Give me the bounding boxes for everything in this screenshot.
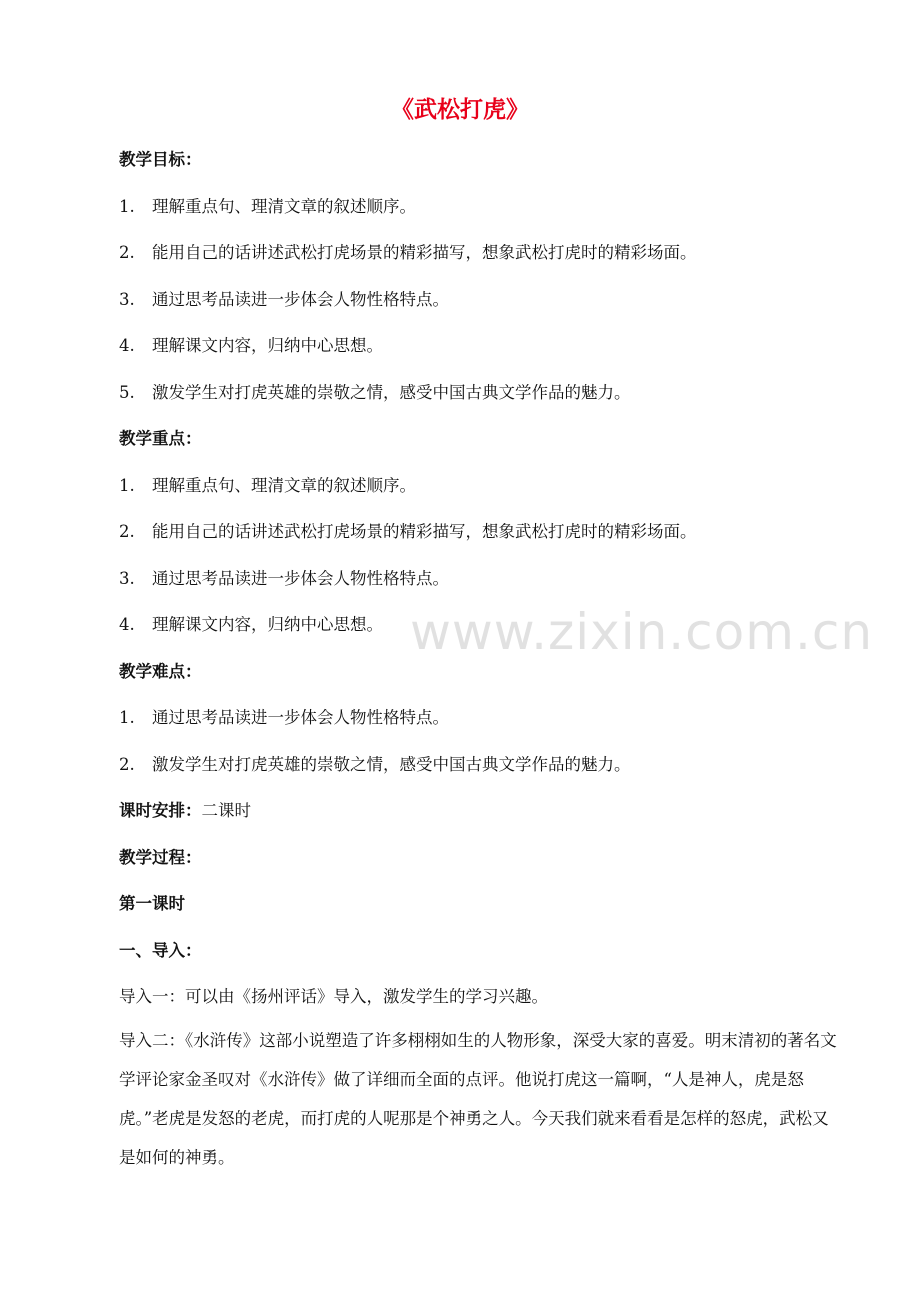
item-number: 2. — [119, 243, 135, 262]
key-point-item — [119, 472, 416, 496]
item-number: 3. — [119, 569, 135, 588]
item-text: 能用自己的话讲述武松打虎场景的精彩描写，想象武松打虎时的精彩场面。 — [152, 243, 697, 262]
lesson-heading: 第一课时 — [119, 894, 185, 913]
item-number: 2. — [119, 522, 135, 541]
item-number: 1. — [119, 708, 135, 727]
difficulties-heading: 教学难点： — [119, 662, 202, 681]
objective-item — [119, 286, 449, 310]
item-number: 5. — [119, 383, 135, 402]
item-number: 1. — [119, 197, 135, 216]
item-number: 4. — [119, 336, 135, 355]
schedule-label: 课时安排： — [119, 801, 202, 820]
key-points-heading: 教学重点： — [119, 429, 202, 448]
item-text: 通过思考品读进一步体会人物性格特点。 — [152, 708, 449, 727]
intro-one-paragraph: 导入一：可以由《扬州评话》导入，激发学生的学习兴趣。 — [119, 987, 548, 1006]
item-number: 1. — [119, 476, 135, 495]
key-point-item — [119, 518, 697, 542]
item-number: 4. — [119, 615, 135, 634]
item-text: 理解课文内容，归纳中心思想。 — [152, 336, 383, 355]
item-number: 2. — [119, 755, 135, 774]
objective-item — [119, 239, 697, 263]
item-text: 能用自己的话讲述武松打虎场景的精彩描写，想象武松打虎时的精彩场面。 — [152, 522, 697, 541]
item-number: 3. — [119, 290, 135, 309]
objective-item — [119, 379, 631, 403]
objective-item — [119, 332, 383, 356]
item-text: 通过思考品读进一步体会人物性格特点。 — [152, 290, 449, 309]
item-text: 理解重点句、理清文章的叙述顺序。 — [152, 476, 416, 495]
schedule-value: 二课时 — [201, 801, 251, 820]
item-text: 理解重点句、理清文章的叙述顺序。 — [152, 197, 416, 216]
objectives-heading: 教学目标： — [119, 150, 202, 169]
item-text: 通过思考品读进一步体会人物性格特点。 — [152, 569, 449, 588]
objective-item — [119, 193, 416, 217]
difficulty-item — [119, 704, 449, 728]
intro-two-paragraph: 导入二：《水浒传》这部小说塑造了许多栩栩如生的人物形象，深受大家的喜爱。明末清初的著名文学评论家金圣叹对《水浒传》做了详细而全面的点评。他说打虎这一篇啊，“人是神人，虎是怒虎。”老虎是发怒的老虎，而打虎的人呢那是个神勇之人。今天我们就来看看是怎样的怒虎，武松又是如何的神勇。 — [119, 1031, 837, 1167]
key-point-item — [119, 611, 383, 635]
key-point-item — [119, 565, 449, 589]
process-heading: 教学过程： — [119, 848, 202, 867]
schedule-line — [119, 797, 251, 821]
intro-heading: 一、导入： — [119, 941, 202, 960]
difficulty-item — [119, 751, 631, 775]
item-text: 理解课文内容，归纳中心思想。 — [152, 615, 383, 634]
item-text: 激发学生对打虎英雄的崇敬之情，感受中国古典文学作品的魅力。 — [152, 755, 631, 774]
item-text: 激发学生对打虎英雄的崇敬之情，感受中国古典文学作品的魅力。 — [152, 383, 631, 402]
watermark: www.zixin.com.cn — [410, 603, 874, 661]
document-title: 《武松打虎》 — [391, 97, 529, 123]
